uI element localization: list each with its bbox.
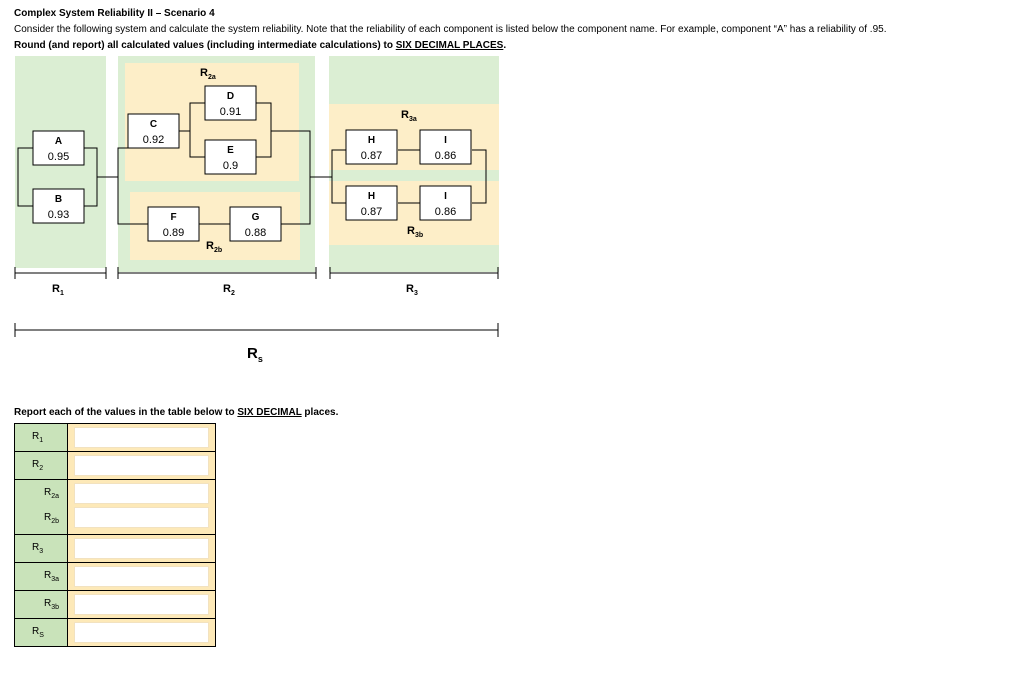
answer-input-r3[interactable] (74, 538, 209, 559)
component-value: 0.88 (244, 227, 267, 239)
row-label-r2a: $R_{2a}$ (44, 487, 60, 500)
component-name: G (251, 212, 260, 223)
answer-input-r1[interactable] (74, 427, 209, 448)
component-name: I (444, 135, 447, 146)
label-r2a: $R_{2a}$ (200, 67, 216, 81)
answer-input-r2[interactable] (74, 455, 209, 476)
table-row (15, 563, 216, 591)
component-value: 0.92 (142, 134, 165, 146)
component-d (205, 86, 256, 120)
component-h (346, 130, 397, 164)
component-name: I (444, 191, 447, 202)
report-instruction: Report each of the values in the table below to SIX DECIMAL places. (14, 407, 339, 418)
label-rs: $R_s$ (247, 345, 263, 364)
label-r2b: $R_{2b}$ (206, 240, 223, 254)
table-row (15, 452, 216, 480)
component-c (128, 114, 179, 148)
component-b (33, 189, 84, 223)
component-name: B (54, 194, 63, 205)
component-name: H (367, 191, 376, 202)
answer-input-r3b[interactable] (74, 594, 209, 615)
answer-input-r2a[interactable] (74, 483, 209, 504)
table-row (15, 480, 216, 535)
component-value: 0.86 (434, 206, 457, 218)
rounding-emphasis: SIX DECIMAL PLACES (395, 40, 504, 51)
report-emphasis: SIX DECIMAL (237, 407, 302, 418)
component-value: 0.91 (219, 106, 242, 118)
component-value: 0.87 (360, 150, 383, 162)
component-i (420, 186, 471, 220)
answer-table (14, 423, 216, 647)
component-e (205, 140, 256, 174)
instructions: Consider the following system and calculate the system reliability. Note that the reliability of each component is listed below the component name. For example, component “A” has a reliability of .95. (14, 24, 887, 35)
label-r2: $R_2$ (223, 283, 235, 297)
component-name: E (227, 145, 234, 156)
table-row (15, 535, 216, 563)
component-name: D (226, 91, 235, 102)
component-f (148, 207, 199, 241)
component-name: A (54, 136, 63, 147)
label-r3: $R_3$ (406, 283, 418, 297)
row-label-r3: $R_3$ (32, 542, 44, 555)
label-r3a: $R_{3a}$ (401, 109, 417, 123)
component-value: 0.95 (47, 151, 70, 163)
component-g (230, 207, 281, 241)
table-row (15, 591, 216, 619)
component-a (33, 131, 84, 165)
row-label-r2: $R_2$ (32, 459, 44, 472)
component-value: 0.87 (360, 206, 383, 218)
component-h (346, 186, 397, 220)
component-value: 0.86 (434, 150, 457, 162)
component-i (420, 130, 471, 164)
component-name: F (170, 212, 177, 223)
component-name: H (367, 135, 376, 146)
row-label-r3a: $R_{3a}$ (44, 570, 60, 583)
table-row (15, 424, 216, 452)
answer-input-r3a[interactable] (74, 566, 209, 587)
row-label-r2b: $R_{2b}$ (44, 512, 60, 525)
row-label-r3b: $R_{3b}$ (44, 598, 60, 611)
answer-input-r2b[interactable] (74, 507, 209, 528)
row-label-r1: $R_1$ (32, 431, 44, 444)
rounding-instruction: Round (and report) all calculated values (including intermediate calculations) to SIX DECIMAL PLACES. (14, 40, 507, 51)
component-value: 0.9 (222, 160, 239, 172)
component-name: C (149, 119, 158, 130)
label-r3b: $R_{3b}$ (407, 225, 424, 239)
label-r1: $R_1$ (52, 283, 64, 297)
component-value: 0.89 (162, 227, 185, 239)
component-value: 0.93 (47, 209, 70, 221)
table-row (15, 619, 216, 647)
answer-input-rs[interactable] (74, 622, 209, 643)
row-label-rs: $R_S$ (32, 626, 44, 639)
dimension-lines (15, 267, 498, 337)
page-title: Complex System Reliability II – Scenario 4 (14, 8, 215, 19)
